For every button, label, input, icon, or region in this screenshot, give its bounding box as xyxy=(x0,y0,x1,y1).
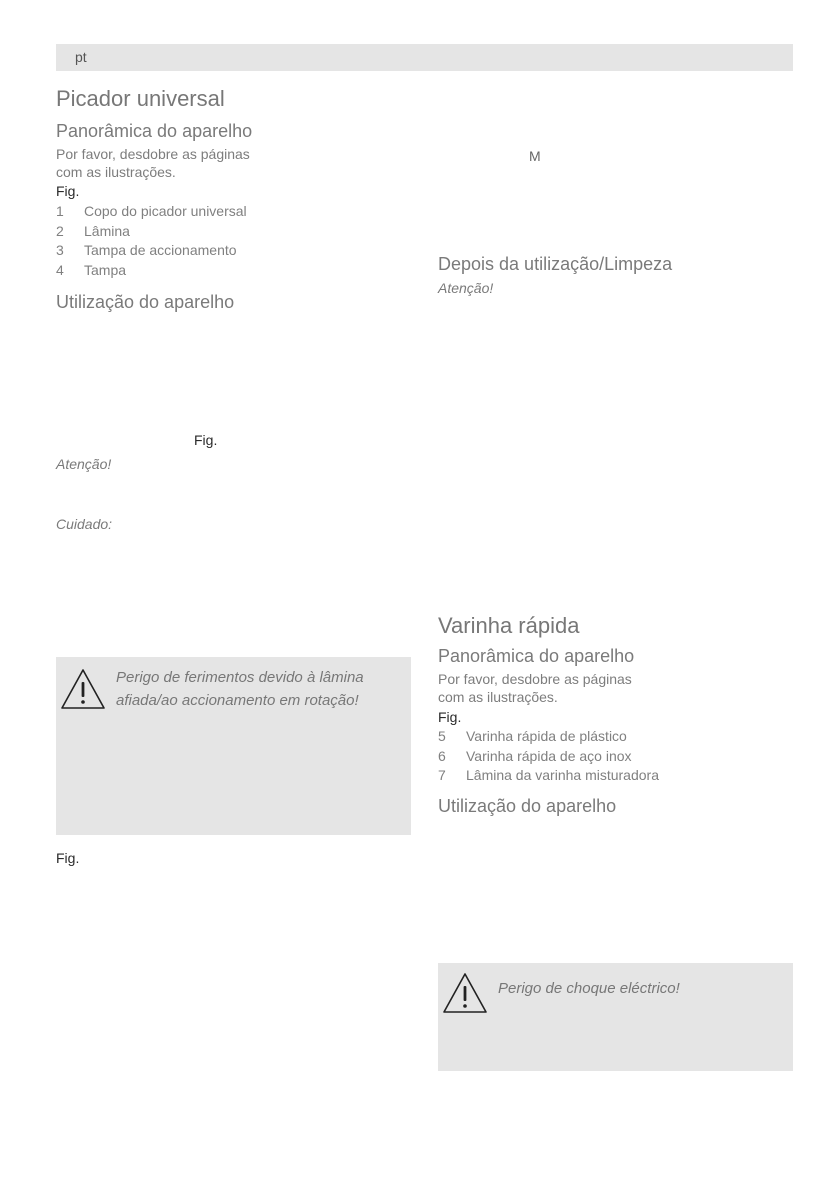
injury-warning-line1: Perigo de ferimentos devido à lâmina xyxy=(116,669,364,686)
list-item: 3 Tampa de accionamento xyxy=(56,242,237,258)
warning-triangle-icon xyxy=(60,667,106,711)
list-item: 2 Lâmina xyxy=(56,222,130,239)
usage-fig-ref: Fig. xyxy=(194,432,218,448)
after-use-heading: Depois da utilização/Limpeza xyxy=(438,254,673,274)
overview-intro-line1: Por favor, desdobre as páginas xyxy=(56,146,250,162)
list-item: 7 Lâmina da varinha misturadora xyxy=(438,767,659,783)
injury-warning-box xyxy=(56,657,411,835)
whisk-overview-heading: Panorâmica do aparelho xyxy=(438,646,635,666)
whisk-title: Varinha rápida xyxy=(438,613,580,638)
list-item: 1 Copo do picador universal xyxy=(56,203,247,219)
shock-warning-box xyxy=(438,963,793,1071)
parts-list xyxy=(56,202,247,280)
warning-triangle-icon xyxy=(442,971,488,1015)
bottom-fig-label: Fig. xyxy=(56,850,80,866)
language-code: pt xyxy=(75,49,87,65)
after-use-attention: Atenção! xyxy=(438,280,494,296)
caution-note: Cuidado: xyxy=(56,516,113,532)
page-title: Picador universal xyxy=(56,86,225,111)
overview-intro-line2: com as ilustrações. xyxy=(56,164,176,180)
overview-fig-label: Fig. xyxy=(56,183,80,199)
whisk-parts-list xyxy=(438,727,659,786)
injury-warning-line2: afiada/ao accionamento em rotação! xyxy=(116,692,359,709)
list-item: 6 Varinha rápida de aço inox xyxy=(438,747,632,764)
whisk-intro-line2: com as ilustrações. xyxy=(438,689,558,705)
language-bar xyxy=(56,44,793,71)
whisk-intro-line1: Por favor, desdobre as páginas xyxy=(438,671,632,687)
overview-heading: Panorâmica do aparelho xyxy=(56,121,253,141)
stray-letter: M xyxy=(529,148,541,164)
list-item: 4 Tampa xyxy=(56,261,127,278)
whisk-usage-heading: Utilização do aparelho xyxy=(438,796,617,816)
list-item: 5 Varinha rápida de plástico xyxy=(438,728,627,744)
shock-warning-line1: Perigo de choque eléctrico! xyxy=(498,980,680,997)
attention-note: Atenção! xyxy=(56,456,112,472)
whisk-fig-label: Fig. xyxy=(438,709,462,725)
usage-heading: Utilização do aparelho xyxy=(56,292,235,312)
